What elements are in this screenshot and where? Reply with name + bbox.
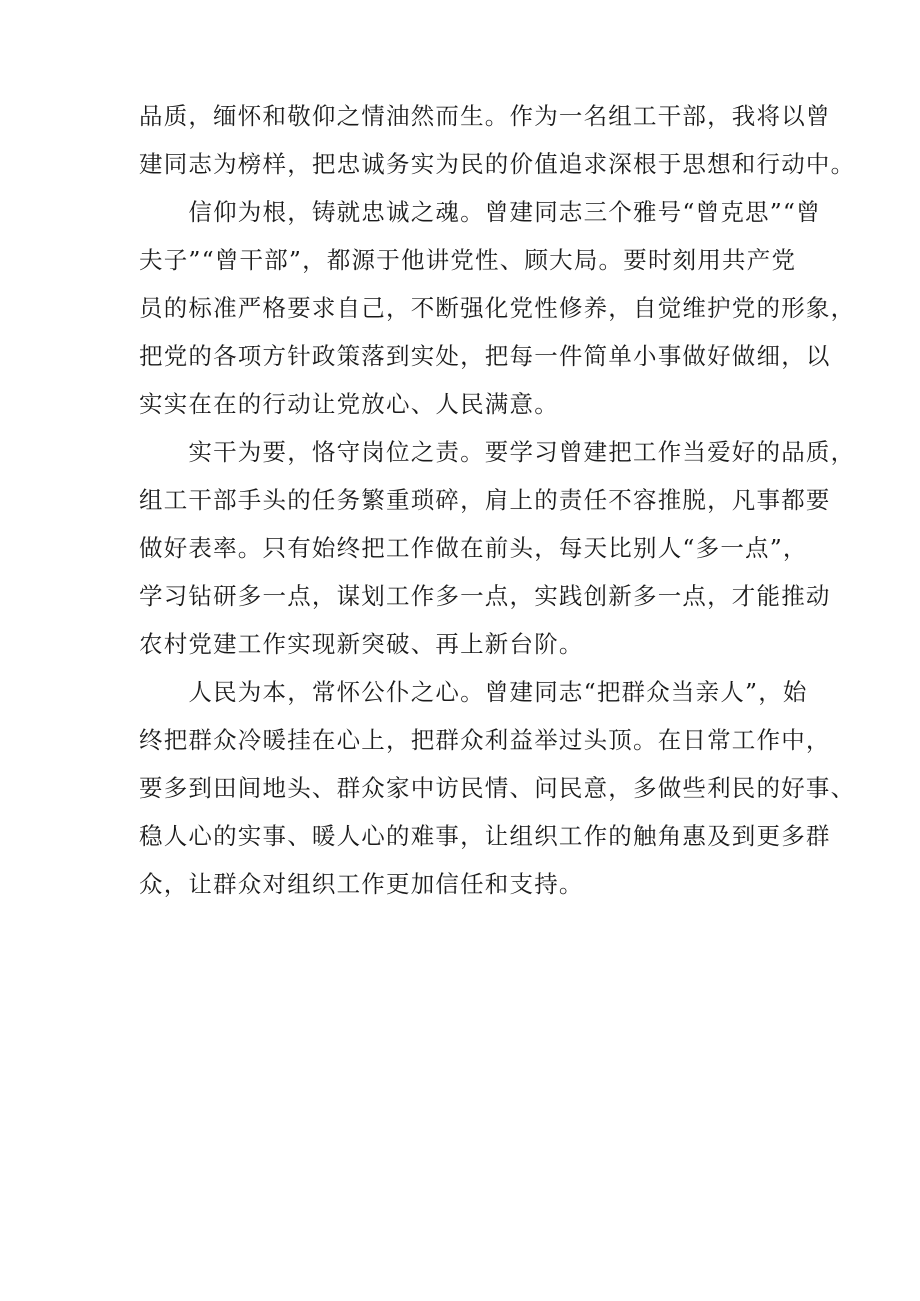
paragraph-line: 实干为要，恪守岗位之责。要学习曾建把工作当爱好的品质，: [139, 438, 856, 466]
paragraph-line: 人民为本，常怀公仆之心。曾建同志“把群众当亲人”，始: [139, 678, 808, 706]
paragraph-line: 建同志为榜样，把忠诚务实为民的价值追求深根于思想和行动中。: [139, 150, 856, 178]
paragraph-line: 品质，缅怀和敬仰之情油然而生。作为一名组工干部，我将以曾: [139, 102, 831, 130]
paragraph-line: 实实在在的行动让党放心、人民满意。: [139, 390, 559, 418]
paragraph-line: 终把群众冷暖挂在心上，把群众利益举过头顶。在日常工作中，: [139, 726, 831, 754]
paragraph-3: [139, 428, 856, 668]
paragraph-line: 学习钻研多一点，谋划工作多一点，实践创新多一点，才能推动: [139, 582, 831, 610]
paragraph-1: [139, 92, 856, 188]
paragraph-line: 要多到田间地头、群众家中访民情、问民意，多做些利民的好事、: [139, 774, 856, 802]
paragraph-line: 把党的各项方针政策落到实处，把每一件简单小事做好做细，以: [139, 342, 831, 370]
paragraph-4: [139, 668, 856, 908]
paragraph-line: 员的标准严格要求自己，不断强化党性修养，自觉维护党的形象，: [139, 294, 856, 322]
paragraph-line: 夫子”“曾干部”，都源于他讲党性、顾大局。要时刻用共产党: [139, 246, 797, 274]
paragraph-line: 众，让群众对组织工作更加信任和支持。: [139, 870, 584, 898]
paragraph-line: 组工干部手头的任务繁重琐碎，肩上的责任不容推脱，凡事都要: [139, 486, 831, 514]
paragraph-line: 做好表率。只有始终把工作做在前头，每天比别人“多一点”，: [139, 534, 808, 562]
paragraph-line: 信仰为根，铸就忠诚之魂。曾建同志三个雅号“曾克思”“曾: [139, 198, 821, 226]
paragraph-line: 稳人心的实事、暖人心的难事，让组织工作的触角惠及到更多群: [139, 822, 831, 850]
paragraph-line: 农村党建工作实现新突破、再上新台阶。: [139, 630, 584, 658]
document-body: [139, 92, 856, 908]
paragraph-2: [139, 188, 856, 428]
